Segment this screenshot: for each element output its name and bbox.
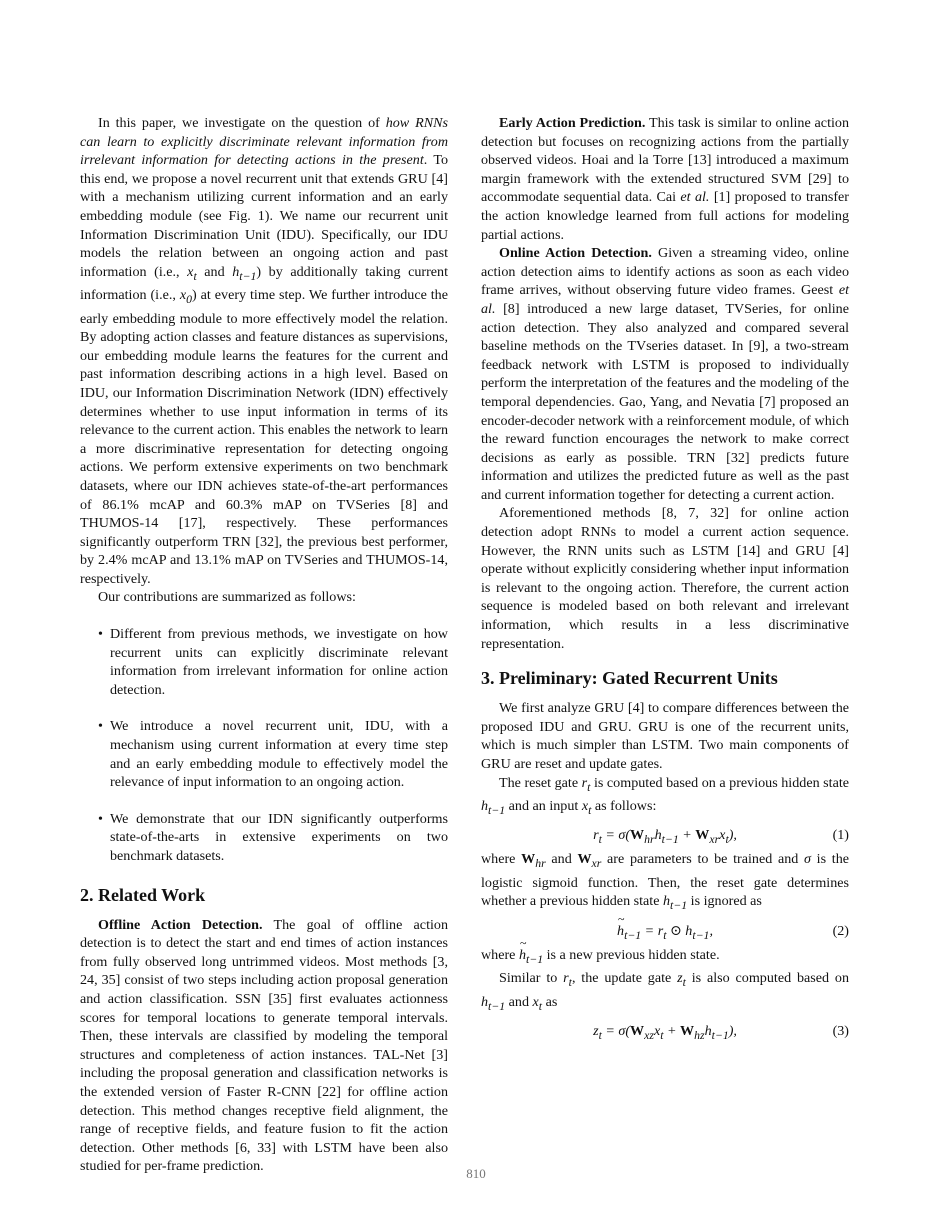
list-item: • Different from previous methods, we investigate on how recurrent units can explicitly discriminate relevant information from irrelevant information for online action detection. [98, 626, 448, 698]
online-detection-paragraph: Online Action Detection. Given a streaming video, online action detection aims to identify actions as soon as each video frame arrives, without observing future video frames. Geest et al. [8] introduced a new large dataset, TVSeries, for online action detection. They also analyzed and compared several baseline methods on the TVseries dataset. In [9], a two-stream feedback network with LSTM is proposed to individually perform the interpretation of the features and the modeling of the temporal dependencies. Gao, Yang, and Nevatia [7] proposed an encoder-decoder network with a reinforcement module, of which the reward function encourages the network to make correct decisions as early as possible. TRN [32] predicts future information and utilizes the predicted future as well as the past and current information together for detecting a current action. [481, 245, 849, 503]
contributions-intro: Our contributions are summarized as follows: [98, 589, 356, 606]
reset-gate-paragraph: The reset gate $r_t$ is computed based on a previous hidden state $h_{t-1}$ and an input $x_t$ as follows: [481, 774, 849, 817]
right-column [481, 114, 849, 1046]
left-column [80, 114, 448, 1176]
equation-2 [481, 920, 849, 942]
section-heading-related-work: 2. Related Work [80, 884, 206, 905]
section-heading-preliminary: 3. Preliminary: Gated Recurrent Units [481, 668, 778, 689]
offline-paragraph: Offline Action Detection. The goal of offline action detection is to detect the start and end times of action instances from fully observed long untrimmed videos. Most methods [3, 24, 35] consist of two steps including action proposal generation and action classification. SSN [35] first evaluates actionness scores for temporal locations to generate temporal intervals. Then, these intervals are classified by modeling the temporal structures and completeness of action instances. TAL-Net [3] including the proposal generation and classification networks is the extended version of Faster R-CNN [22] for offline action detection. This method changes receptive field alignment, the range of receptive fields, and feature fusion to fit the action detection. Other methods [6, 33] with LSTM have been also studied for per-frame prediction. [80, 916, 448, 1175]
equation-3-body: $z_t = \sigma(W_{xz}x_t + W_{hz}h_{t-1})$, [593, 1023, 737, 1042]
equation-2-body: ~ $h_{t-1} = r_t$ ⊙ $h_{t-1}$, [481, 920, 849, 947]
equation-1-body: $r_t = \sigma(W_{hr}h_{t-1} + W_{xr}x_t)$, [593, 827, 737, 847]
bullet-icon: • [98, 626, 103, 643]
reset-gate-explanation: where $W_{hr}$ and $W_{xr}$ are parameters to be trained and σ is the logistic sigmoid function. Then, the reset gate determines whether a previous hidden state $h_{t-1}$ is ignored as [481, 851, 850, 913]
bullet-icon: • [98, 718, 103, 735]
early-prediction-paragraph: Early Action Prediction. This task is similar to online action detection but focuses on recognizing actions from the partially observed videos. Hoai and la Torre [13] introduced a maximum margin framework with the extended structured SVM [29] to accommodate sequential data. Cai et al. [1] proposed to transfer the action knowledge learned from full actions for modeling partial actions. [481, 115, 850, 243]
contributions-list [80, 625, 448, 866]
intro-paragraph: In this paper, we investigate on the question of how RNNs can learn to explicitly discriminate relevant information from irrelevant information for detecting actions in the present. To this end, we propose a novel recurrent unit that extends GRU [4] with a mechanism utilizing current information and an early embedding module (see Fig. 1). We name our recurrent unit Information Discrimination Unit (IDU). Specifically, our IDU models the relation between an ongoing action and past information (i.e., $x_t$ and $h_{t-1}$) by additionally taking current information (i.e., $x_0$) at every time step. We further introduce the early embedding module to more effectively model the relation. By adopting action classes and feature distances as supervisions, our embedding module learns the features for the current and past information describing actions in a high level. Based on IDU, our Information Discrimination Network (IDN) effectively determines whether to use input information in terms of its relevance to the current action. This enables the network to learn a more discriminative representation for detecting ongoing actions. We perform extensive experiments on two benchmark datasets, where our IDN achieves state-of-the-art performances of 86.1% mcAP and 60.3% mAP on TVSeries [8] and THUMOS-14 [17], respectively. These performances significantly outperform TRN [32], the previous best performer, by 2.4% mcAP and 13.1% mAP on TVSeries and THUMOS-14, respectively. [80, 115, 448, 587]
page-number: 810 [466, 1166, 486, 1181]
list-item: • We introduce a novel recurrent unit, IDU, with a mechanism using current information at every time step and an early embedding module to effectively model the relevance of input information to an ongoing action. [98, 718, 448, 791]
list-item: • We demonstrate that our IDN significantly outperforms state-of-the-arts in extensive experiments on two benchmark datasets. [98, 810, 448, 864]
equation-1 [481, 824, 849, 846]
new-hidden-state-sentence: where ~ $h_{t-1}$ is a new previous hidden state. [481, 946, 849, 969]
equation-3 [481, 1020, 849, 1042]
equation-3-number: (3) [832, 1023, 849, 1040]
aforementioned-paragraph: Aforementioned methods [8, 7, 32] for online action detection adopt RNNs to model a current action sequence. However, the RNN units such as LSTM [14] and GRU [4] operate without explicitly considering whether input information is relevant to the ongoing action. Therefore, the current action sequence is modeled based on both relevant and irrelevant information, which results in a less discriminative representation. [481, 505, 849, 652]
gru-intro-paragraph: We first analyze GRU [4] to compare differences between the proposed IDU and GRU. GRU is one of the recurrent units, which is much simpler than LSTM. Two main components of GRU are reset and update gates. [481, 700, 849, 772]
update-gate-paragraph: Similar to $r_t$, the update gate $z_t$ is also computed based on $h_{t-1}$ and $x_t$ as [481, 970, 849, 1013]
equation-2-number: (2) [832, 922, 849, 939]
bullet-icon: • [98, 810, 103, 827]
equation-1-number: (1) [832, 827, 849, 844]
